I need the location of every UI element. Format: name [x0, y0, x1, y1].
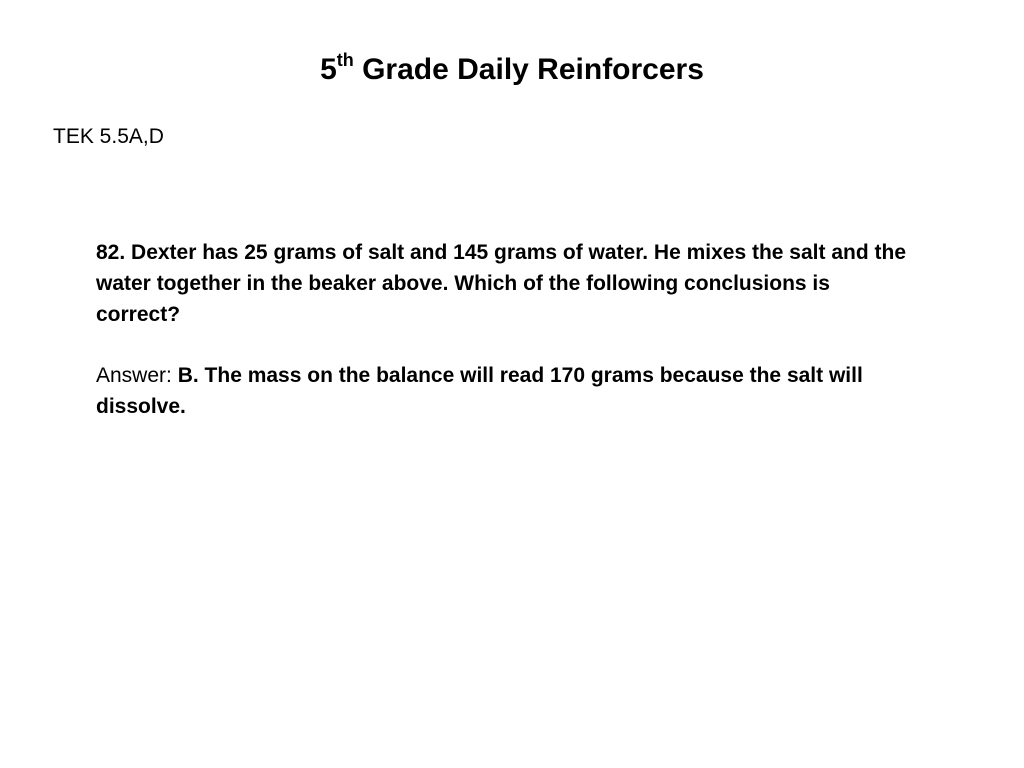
answer-label: Answer: — [96, 364, 178, 387]
page-title — [0, 50, 1024, 90]
tek-label: TEK 5.5A,D — [53, 125, 164, 148]
answer-text: B. The mass on the balance will read 170 grams because the salt will dissolve. — [96, 364, 863, 418]
answer-block — [96, 360, 916, 422]
title-number: 5 — [320, 53, 337, 86]
question-text: 82. Dexter has 25 grams of salt and 145 grams of water. He mixes the salt and the water together in the beaker above. Which of the following conclusions is correct? — [96, 241, 906, 326]
title-text: Grade Daily Reinforcers — [353, 53, 704, 86]
title-superscript: th — [336, 50, 354, 70]
